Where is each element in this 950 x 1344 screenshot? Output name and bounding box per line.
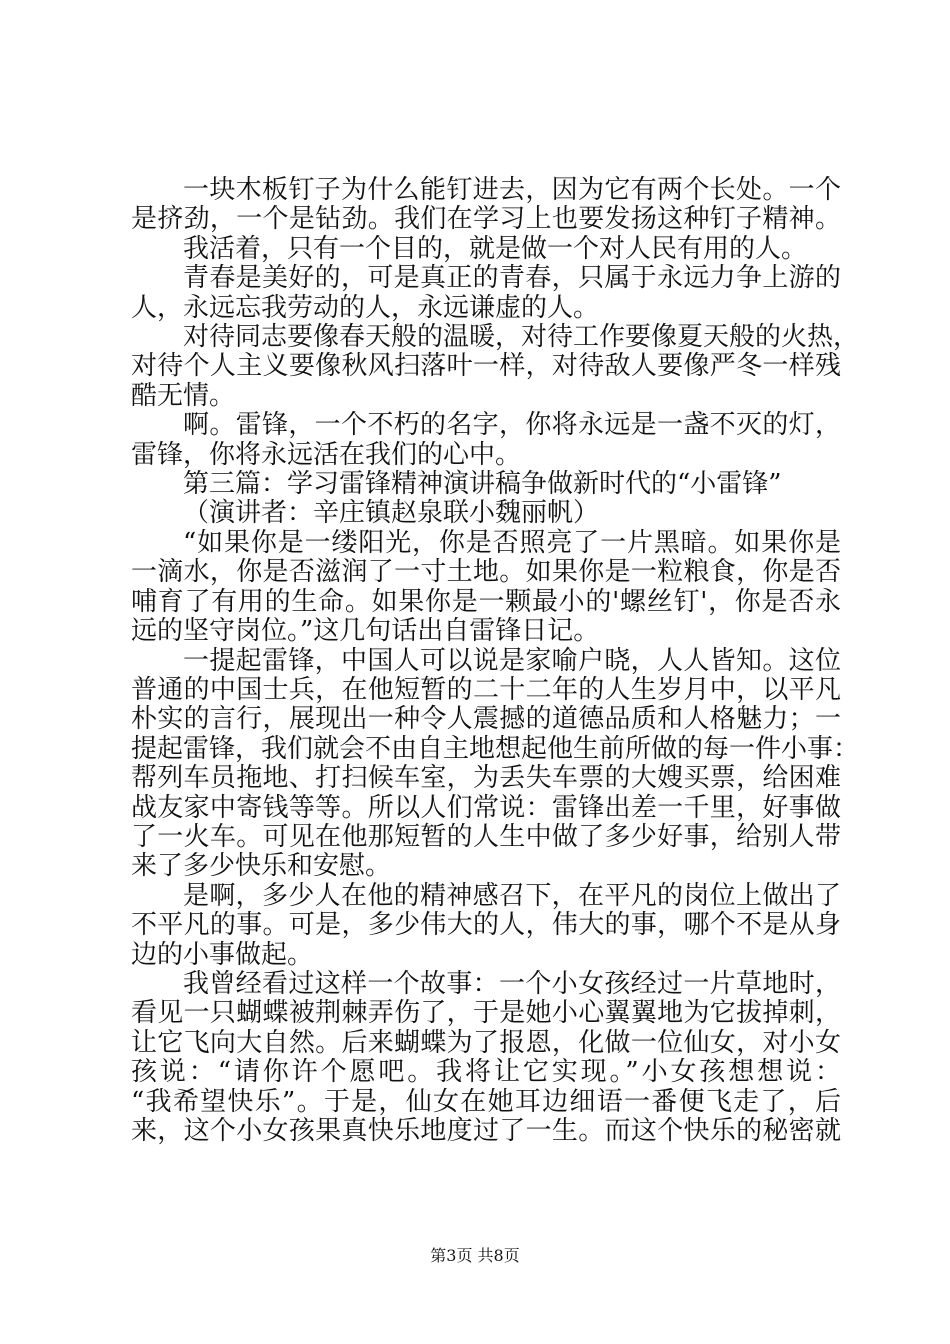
paragraph-line: 普通的中国士兵，在他短暂的二十二年的人生岁月中，以平凡 bbox=[131, 674, 841, 705]
paragraph-line: 提起雷锋，我们就会不由自主地想起他生前所做的每一件小事： bbox=[131, 733, 860, 764]
paragraph-line: “如果你是一缕阳光，你是否照亮了一片黑暗。如果你是 bbox=[183, 527, 841, 558]
paragraph-line: 啊。雷锋，一个不朽的名字，你将永远是一盏不灭的灯， bbox=[183, 410, 841, 441]
paragraph-line: 一提起雷锋，中国人可以说是家喻户晓，人人皆知。这位 bbox=[183, 645, 841, 676]
paragraph bbox=[131, 470, 841, 499]
paragraph-line: 来，这个小女孩果真快乐地度过了一生。而这个快乐的秘密就 bbox=[131, 1116, 841, 1146]
paragraph bbox=[131, 529, 841, 647]
paragraph-line: 一块木板钉子为什么能钉进去，因为它有两个长处。一个 bbox=[183, 175, 841, 205]
paragraph-line: 了一火车。可见在他那短暂的人生中做了多少好事，给别人带 bbox=[131, 821, 841, 852]
paragraph-line: 酷无情。 bbox=[131, 380, 236, 411]
paragraph bbox=[131, 322, 860, 411]
paragraph-line: 是挤劲，一个是钻劲。我们在学习上也要发扬这种钉子精神。 bbox=[131, 204, 841, 235]
paragraph-line: 看见一只蝴蝶被荆棘弄伤了，于是她小心翼翼地为它拔掉刺， bbox=[131, 998, 841, 1029]
paragraph bbox=[131, 499, 841, 528]
paragraph bbox=[131, 970, 841, 1146]
paragraph-line: 我曾经看过这样一个故事：一个小女孩经过一片草地时， bbox=[183, 968, 841, 999]
paragraph-line: 帮列车员拖地、打扫候车室，为丢失车票的大嫂买票，给困难 bbox=[131, 763, 841, 794]
paragraph bbox=[131, 411, 841, 470]
paragraph-line: 战友家中寄钱等等。所以人们常说：雷锋出差一千里，好事做 bbox=[131, 792, 841, 823]
paragraph-line: 远的坚守岗位。”这几句话出自雷锋日记。 bbox=[131, 616, 600, 647]
paragraph-line: （演讲者：辛庄镇赵泉联小魏丽帆） bbox=[183, 498, 600, 529]
paragraph-line: 人，永远忘我劳动的人，永远谦虚的人。 bbox=[131, 292, 600, 323]
paragraph-line: “我希望快乐”。于是，仙女在她耳边细语一番便飞走了，后 bbox=[131, 1086, 841, 1117]
paragraph bbox=[131, 645, 860, 882]
paragraph-line: 第三篇：学习雷锋精神演讲稿争做新时代的“小雷锋” bbox=[183, 469, 782, 500]
paragraph-line: 哺育了有用的生命。如果你是一颗最小的'螺丝钉'，你是否永 bbox=[131, 586, 841, 617]
paragraph-line: 对待同志要像春天般的温暖，对待工作要像夏天般的火热， bbox=[183, 322, 860, 353]
document-body bbox=[131, 175, 860, 1146]
paragraph-line: 雷锋，你将永远活在我们的心中。 bbox=[131, 439, 522, 470]
paragraph bbox=[131, 235, 841, 264]
paragraph-line: 来了多少快乐和安慰。 bbox=[131, 851, 392, 882]
paragraph bbox=[131, 176, 841, 235]
page-number-footer: 第3页 共8页 bbox=[430, 1246, 520, 1265]
paragraph-line: 我活着，只有一个目的，就是做一个对人民有用的人。 bbox=[183, 233, 808, 264]
paragraph-line: 让它飞向大自然。后来蝴蝶为了报恩，化做一位仙女，对小女 bbox=[131, 1027, 841, 1058]
paragraph-line: 不平凡的事。可是，多少伟大的人，伟大的事，哪个不是从身 bbox=[131, 910, 841, 941]
paragraph-line: 是啊，多少人在他的精神感召下，在平凡的岗位上做出了 bbox=[183, 880, 841, 911]
paragraph-line: 边的小事做起。 bbox=[131, 939, 314, 970]
paragraph bbox=[131, 882, 841, 970]
paragraph-line: 青春是美好的，可是真正的青春，只属于永远力争上游的 bbox=[183, 263, 841, 294]
paragraph-line: 孩说：“请你许个愿吧。我将让它实现。”小女孩想想说： bbox=[131, 1057, 841, 1088]
paragraph bbox=[131, 264, 841, 323]
paragraph-line: 一滴水，你是否滋润了一寸土地。如果你是一粒粮食，你是否 bbox=[131, 557, 841, 588]
paragraph-line: 对待个人主义要像秋风扫落叶一样，对待敌人要像严冬一样残 bbox=[131, 351, 841, 382]
paragraph-line: 朴实的言行，展现出一种令人震撼的道德品质和人格魅力；一 bbox=[131, 704, 841, 735]
